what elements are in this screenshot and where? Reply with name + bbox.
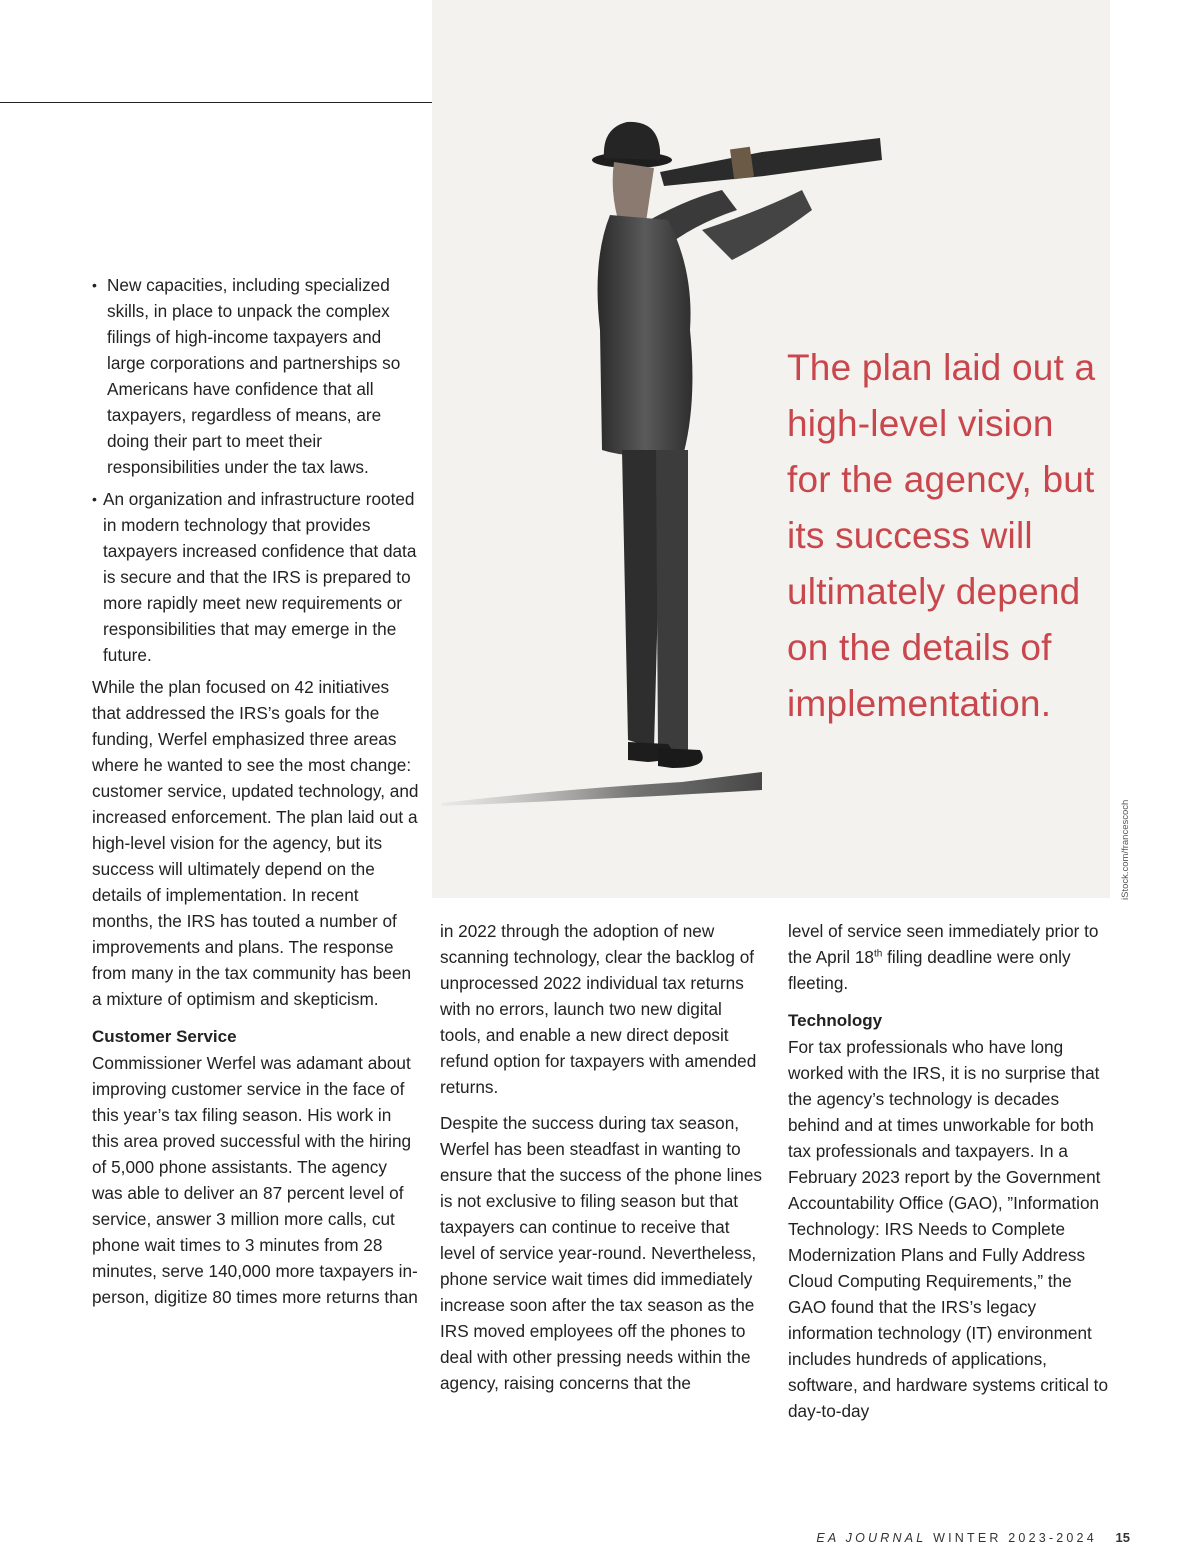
column-3	[788, 918, 1113, 1434]
list-item	[92, 486, 422, 668]
page-footer	[816, 1530, 1130, 1545]
text-run: level of service seen immediately prior to the April 18	[788, 921, 1099, 967]
photo-credit: iStock.com/francescoch	[1120, 799, 1131, 900]
list-item-text: New capacities, including specialized skills, in place to unpack the complex filings of high-income taxpayers and large corporations and partnerships so Americans have confidence that all taxpayers, regardless of means, are doing their part to meet their responsibilities under the tax laws.	[107, 275, 401, 477]
text-run: filing deadline were only fleeting.	[788, 947, 1071, 993]
body-paragraph: Commissioner Werfel was adamant about improving customer service in the face of this year’s tax filing season. His work in this area proved successful with the hiring of 5,000 phone assistants. The agency was able to deliver an 87 percent level of service, answer 3 million more calls, cut phone wait times to 3 minutes from 28 minutes, serve 140,000 more taxpayers in-person, digitize 80 times more returns than	[92, 1053, 418, 1307]
issue-date: WINTER 2023-2024	[933, 1531, 1097, 1545]
bullet-icon: •	[92, 277, 97, 293]
bullet-icon: •	[92, 491, 97, 507]
customer-service-section	[92, 1024, 422, 1310]
body-paragraph: Despite the success during tax season, Werfel has been steadfast in wanting to ensure that the success of the phone lines is not exclusive to filing season but that taxpayers can continue to receive that level of service year-round. Nevertheless, phone service wait times did immediately increase soon after the tax season as the IRS moved employees off the phones to deal with other pressing needs within the agency, raising concerns that the	[440, 1113, 762, 1393]
feature-photo	[432, 0, 1110, 898]
superscript: th	[874, 948, 883, 960]
list-item-text: An organization and infrastructure rooted in modern technology that provides taxpayers increased confidence that data is secure and that the IRS is prepared to more rapidly meet new requirements or responsibilities that may emerge in the future.	[103, 489, 417, 665]
pull-quote: The plan laid out a high-level vision for the agency, but its success will ultimately depend on the details of implementation.	[787, 347, 1096, 724]
magazine-name: EA JOURNAL	[816, 1531, 927, 1545]
page-number: 15	[1115, 1530, 1130, 1545]
body-paragraph	[788, 918, 1113, 996]
top-rule	[0, 102, 432, 103]
section-heading: Technology	[788, 1011, 883, 1030]
column-1	[92, 272, 422, 1320]
bullet-list	[92, 272, 422, 668]
body-paragraph: in 2022 through the adoption of new scanning technology, clear the backlog of unprocessed 2022 individual tax returns with no errors, launch two new digital tools, and enable a new direct deposit refund option for taxpayers with amended returns.	[440, 921, 757, 1097]
column-2	[440, 918, 765, 1406]
technology-section	[788, 1008, 1113, 1424]
body-paragraph: While the plan focused on 42 initiatives that addressed the IRS’s goals for the funding, Werfel emphasized three areas where he wanted to see the most change: customer service, updated technology, and increased enforcement. The plan laid out a high-level vision for the agency, but its success will ultimately depend on the details of implementation. In recent months, the IRS has touted a number of improvements and plans. The response from many in the tax community has been a mixture of optimism and skepticism.	[92, 677, 419, 1009]
section-heading: Customer Service	[92, 1027, 237, 1046]
body-paragraph: For tax professionals who have long worked with the IRS, it is no surprise that the agency’s technology is decades behind and at times unworkable for both tax professionals and taxpayers. In a February 2023 report by the Government Accountability Office (GAO), ”Information Technology: IRS Needs to Complete Modernization Plans and Fully Address Cloud Computing Requirements,” the GAO found that the IRS’s legacy information technology (IT) environment includes hundreds of applications, software, and hardware systems critical to day-to-day	[788, 1037, 1108, 1421]
list-item	[92, 272, 422, 480]
